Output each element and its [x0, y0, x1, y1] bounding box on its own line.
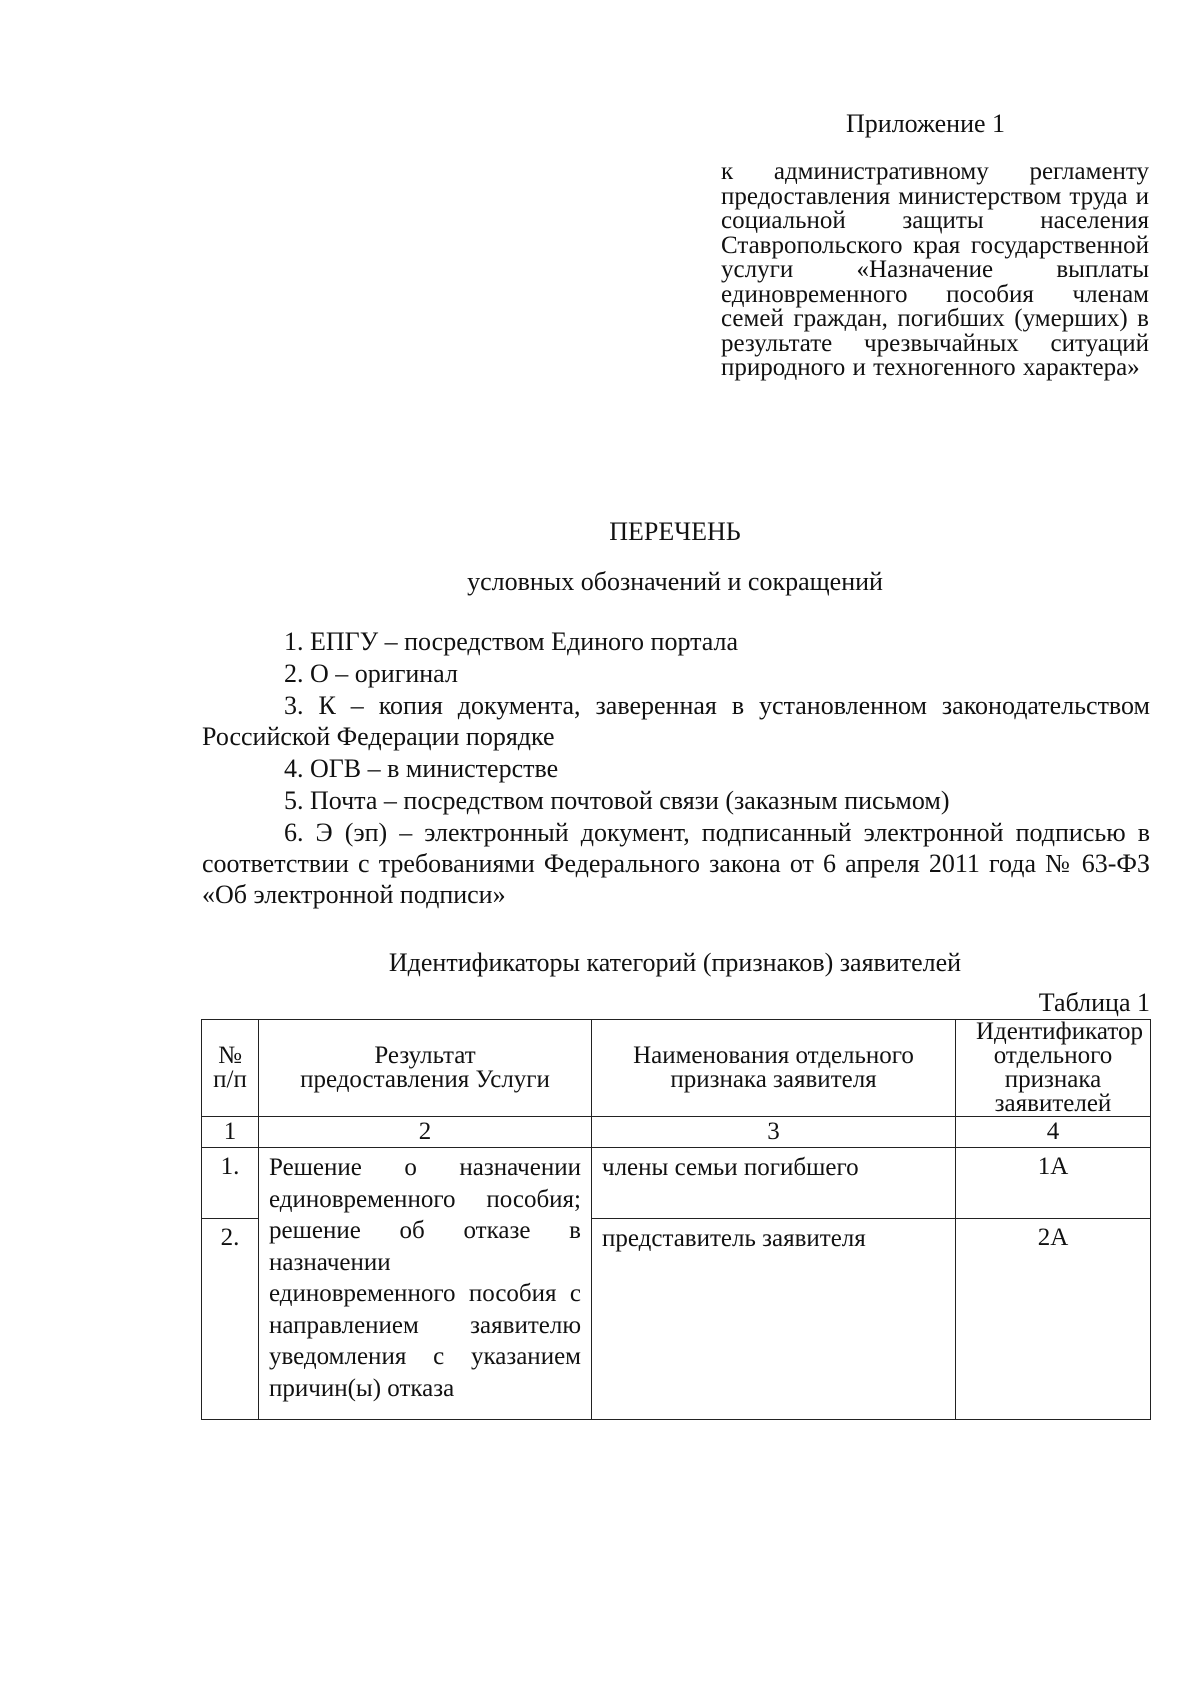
identifiers-title: Идентификаторы категорий (признаков) заявителей: [388, 948, 962, 977]
abbreviations-list: [202, 626, 1150, 911]
identifiers-table: [201, 1019, 1151, 1420]
header-number: № п/п: [202, 1020, 259, 1117]
table-label: Таблица 1: [1038, 988, 1150, 1017]
feature-cell: представитель заявителя: [592, 1219, 956, 1420]
header-identifier: Идентификатор отдельного признака заявителей: [956, 1020, 1151, 1117]
document-title: ПЕРЕЧЕНЬ: [609, 517, 741, 546]
identifier-cell: 1А: [956, 1148, 1151, 1219]
appendix-title: Приложение 1: [846, 109, 1006, 138]
column-number: 1: [202, 1117, 259, 1148]
column-number: 3: [592, 1117, 956, 1148]
appendix-text: к административному регламенту предоставления министерством труда и социальной защиты населения Ставропольского края государственной услуги «Назначение выплаты единовременного пособия членам семей граждан, погибших (умерших) в результате чрезвычайных ситуаций природного и техногенного характера»: [721, 158, 1149, 381]
abbreviation-item: 4. ОГВ – в министерстве: [284, 754, 559, 783]
abbreviation-item: 3. К – копия документа, заверенная в установленном законодательством Российской Федерации порядке: [202, 691, 1150, 751]
document-subtitle: условных обозначений и сокращений: [467, 567, 883, 596]
table-row: [202, 1148, 1151, 1219]
column-number-row: [202, 1117, 1151, 1148]
feature-cell: члены семьи погибшего: [592, 1148, 956, 1219]
identifier-cell: 2А: [956, 1219, 1151, 1420]
column-number: 4: [956, 1117, 1151, 1148]
header-feature: Наименования отдельного признака заявителя: [592, 1020, 956, 1117]
abbreviation-item: 6. Э (эп) – электронный документ, подписанный электронной подписью в соответствии с требованиями Федерального закона от 6 апреля 2011 года № 63-ФЗ «Об электронной подписи»: [202, 818, 1150, 909]
column-number: 2: [259, 1117, 592, 1148]
abbreviation-item: 2. О – оригинал: [284, 659, 458, 688]
result-cell: Решение о назначении единовременного пособия; решение об отказе в назначении единовременного пособия с направлением заявителю уведомления с указанием причин(ы) отказа: [259, 1148, 592, 1420]
row-number: 2.: [202, 1219, 259, 1420]
row-number: 1.: [202, 1148, 259, 1219]
abbreviation-item: 5. Почта – посредством почтовой связи (заказным письмом): [284, 786, 950, 815]
header-result: Результат предоставления Услуги: [259, 1020, 592, 1117]
abbreviation-item: 1. ЕПГУ – посредством Единого портала: [284, 627, 739, 656]
table-header-row: [202, 1020, 1151, 1117]
